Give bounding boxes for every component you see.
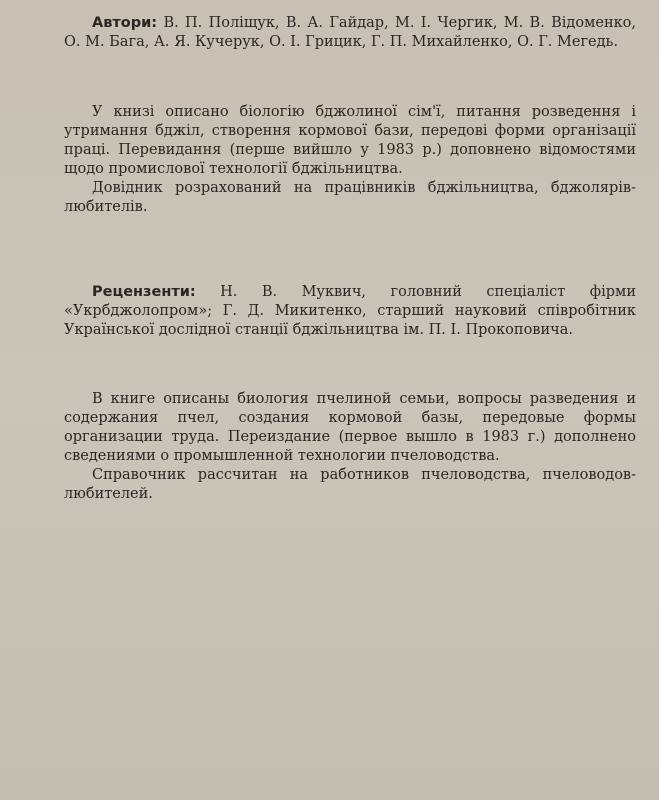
annotation-uk-paragraph-1: У книзі описано біологію бджолиної сім'ї, питання розведення і утримання бджіл, створення кормової бази, передові форми організації праці. Перевидання (перше вийшло у 1983 р.) доповнено відомостями щодо промислової технології бджільництва. [64, 104, 636, 177]
annotation-ukrainian [64, 103, 636, 217]
authors-list: В. П. Поліщук, В. А. Гайдар, М. І. Чергик, М. В. Відоменко, О. М. Бага, А. Я. Кучерук, О. І. Грицик, Г. П. Михайленко, О. Г. Мегедь. [64, 15, 637, 50]
authors-label: Автори: [92, 15, 158, 31]
reviewers-block [64, 283, 636, 340]
reviewers-list: Н. В. Муквич, головний спеціаліст фірми «Укрбджолопром»; Г. Д. Микитенко, старший науковий співробітник Української дослідної станції бджільництва ім. П. І. Прокоповича. [64, 284, 636, 338]
annotation-uk-paragraph-2: Довідник розрахований на працівників бджільництва, бджолярів-любителів. [64, 180, 636, 215]
authors-block [64, 14, 636, 52]
annotation-ru-paragraph-1: В книге описаны биология пчелиной семьи, вопросы разведения и содержания пчел, создания кормовой базы, передовые формы организации труда. Переиздание (первое вышло в 1983 г.) дополнено сведениями о промышленной технологии пчеловодства. [64, 391, 636, 464]
annotation-ru-paragraph-2: Справочник рассчитан на работников пчеловодства, пчеловодов-любителей. [64, 467, 636, 502]
annotation-russian [64, 390, 636, 504]
reviewers-label: Рецензенти: [92, 284, 196, 300]
